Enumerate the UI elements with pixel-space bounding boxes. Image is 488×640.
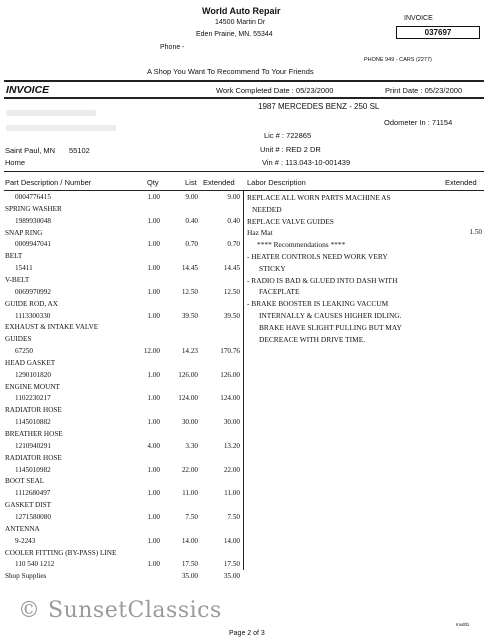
col-list: List — [185, 178, 197, 187]
part-list-price: 126.00 — [178, 370, 198, 379]
column-divider — [243, 190, 244, 570]
shop-phone-label: Phone - — [160, 44, 185, 51]
labor-line: - HEATER CONTROLS NEED WORK VERY — [247, 252, 388, 261]
part-description-cont: GUIDES — [5, 335, 32, 344]
part-qty: 12.00 — [143, 347, 160, 356]
part-list-price: 12.50 — [181, 287, 198, 296]
labor-line: FACEPLATE — [259, 287, 300, 297]
part-qty: 1.00 — [147, 560, 160, 569]
footer-corner-code: Invdtl1 — [456, 622, 470, 627]
col-labor-extended: Extended — [445, 178, 477, 187]
invoice-number: 037697 — [396, 26, 480, 39]
vehicle-odometer: Odometer In : 71154 — [384, 118, 453, 127]
part-description: Shop Supplies — [5, 572, 47, 581]
part-number: 0004776415 — [15, 193, 51, 201]
part-extended-price: 126.00 — [220, 370, 240, 379]
part-list-price: 3.30 — [185, 441, 198, 450]
part-qty: 1.00 — [147, 216, 160, 225]
part-number: 0069970992 — [15, 287, 51, 296]
part-number: 1113300330 — [15, 311, 51, 320]
customer-city-state: Saint Paul, MN — [5, 146, 56, 155]
labor-amount: 1.50 — [469, 228, 482, 237]
labor-line: BRAKE HAVE SLIGHT PULLING BUT MAY — [259, 322, 402, 332]
part-extended-price: 170.76 — [220, 347, 240, 356]
labor-line: NEEDED — [252, 204, 282, 214]
part-description: GUIDE ROD, AX — [5, 299, 58, 308]
part-number: 9-2243 — [15, 536, 36, 545]
part-number: 1271580080 — [15, 512, 51, 521]
part-list-price: 0.40 — [185, 216, 198, 225]
customer-phone-type: Home — [5, 158, 26, 167]
work-completed-date: Work Completed Date : 05/23/2000 — [216, 86, 334, 95]
labor-line: INTERNALLY & CAUSES HIGHER IDLING. — [259, 311, 402, 320]
shop-city: Eden Prairie, MN. 55344 — [196, 31, 273, 38]
part-number: 1290101820 — [15, 370, 51, 379]
part-list-price: 11.00 — [182, 489, 198, 498]
shop-name: World Auto Repair — [202, 6, 281, 16]
part-number: 110 540 1212 — [15, 560, 55, 569]
invoice-label: INVOICE — [404, 15, 433, 22]
shop-address: 14500 Martin Dr — [215, 19, 266, 26]
part-description: RADIATOR HOSE — [5, 453, 62, 462]
part-number: 1989930048 — [15, 216, 51, 225]
part-description: HEAD GASKET — [5, 358, 56, 367]
part-description: BREATHER HOSE — [5, 430, 63, 438]
part-list-price: 14.23 — [181, 347, 198, 356]
part-description: SPRING WASHER — [5, 204, 62, 213]
part-description: COOLER FITTING (BY-PASS) LINE — [5, 548, 117, 557]
part-qty: 1.00 — [147, 193, 160, 201]
vehicle-lic: Lic # : 722865 — [264, 131, 312, 140]
part-extended-price: 7.50 — [227, 512, 240, 521]
part-list-price: 22.00 — [181, 465, 198, 474]
header-top-rule — [4, 80, 484, 82]
part-qty: 1.00 — [147, 287, 160, 296]
print-date: Print Date : 05/23/2000 — [385, 86, 463, 95]
labor-line: - RADIO IS BAD & GLUED INTO DASH WITH — [247, 275, 398, 285]
part-description: BOOT SEAL — [5, 477, 45, 486]
invoice-title: INVOICE — [6, 84, 50, 96]
part-qty: 1.00 — [147, 489, 160, 498]
col-qty: Qty — [147, 178, 159, 187]
part-description: GASKET DIST — [5, 501, 51, 510]
part-qty: 1.00 — [147, 240, 160, 249]
part-qty: 1.00 — [147, 311, 160, 320]
part-extended-price: 0.70 — [227, 240, 240, 249]
part-list-price: 14.45 — [181, 264, 198, 273]
part-list-price: 7.50 — [185, 512, 198, 521]
part-list-price: 35.00 — [181, 572, 198, 581]
part-qty: 1.00 — [147, 370, 160, 379]
part-number: 1102230217 — [15, 394, 51, 403]
labor-line: REPLACE ALL WORN PARTS MACHINE AS — [247, 193, 391, 202]
part-qty: 1.00 — [147, 264, 160, 273]
part-qty: 1.00 — [147, 512, 160, 521]
part-description: V-BELT — [5, 275, 30, 284]
part-extended-price: 0.40 — [227, 216, 240, 225]
redacted-customer-address — [6, 125, 116, 131]
col-extended: Extended — [203, 178, 235, 187]
part-list-price: 124.00 — [178, 394, 198, 403]
part-number: 1210940291 — [15, 441, 51, 450]
shop-phone-right: PHONE 949 - CARS (2277) — [364, 57, 432, 63]
part-qty: 4.00 — [147, 441, 160, 450]
table-top-rule — [4, 171, 484, 172]
part-qty: 1.00 — [147, 465, 160, 474]
part-list-price: 9.00 — [185, 193, 198, 201]
vehicle-model: 1987 MERCEDES BENZ - 250 SL — [258, 102, 380, 111]
part-description: ANTENNA — [5, 524, 40, 533]
labor-line: - BRAKE BOOSTER IS LEAKING VACCUM — [247, 299, 389, 309]
header-bottom-rule — [4, 97, 484, 99]
part-extended-price: 39.50 — [223, 311, 240, 320]
part-extended-price: 13.20 — [223, 441, 240, 450]
part-description: EXHAUST & INTAKE VALVE — [5, 323, 99, 332]
part-extended-price: 14.45 — [223, 264, 240, 273]
part-extended-price: 22.00 — [223, 465, 240, 474]
table-header-rule — [4, 190, 484, 191]
part-extended-price: 14.00 — [223, 536, 240, 545]
redacted-customer-name — [6, 110, 96, 116]
labor-line: DECREACE WITH DRIVE TIME. — [259, 334, 366, 344]
watermark: © SunsetClassics — [18, 598, 222, 623]
part-description: BELT — [5, 252, 23, 261]
page-number: Page 2 of 3 — [229, 630, 265, 637]
part-extended-price: 30.00 — [223, 418, 240, 427]
part-list-price: 17.50 — [181, 560, 198, 569]
part-number: 0009947041 — [15, 240, 51, 249]
labor-line: **** Recommendations **** — [257, 240, 346, 250]
part-number: 67250 — [15, 347, 33, 356]
part-list-price: 0.70 — [185, 240, 198, 249]
part-number: 1145010982 — [15, 465, 51, 474]
part-extended-price: 35.00 — [223, 572, 240, 581]
part-description: SNAP RING — [5, 228, 43, 237]
part-number: 1145010882 — [15, 418, 51, 427]
col-labor-description: Labor Description — [247, 178, 306, 187]
col-part-description: Part Description / Number — [5, 178, 92, 187]
labor-line: STICKY — [259, 263, 286, 273]
part-number: 1112680497 — [15, 489, 51, 498]
part-extended-price: 124.00 — [220, 394, 240, 403]
labor-line: REPLACE VALVE GUIDES — [247, 216, 334, 226]
part-list-price: 14.00 — [181, 536, 198, 545]
part-qty: 1.00 — [147, 394, 160, 403]
part-qty: 1.00 — [147, 418, 160, 427]
part-extended-price: 9.00 — [227, 193, 240, 201]
part-description: ENGINE MOUNT — [5, 382, 60, 391]
part-extended-price: 12.50 — [223, 287, 240, 296]
shop-tagline: A Shop You Want To Recommend To Your Friends — [147, 67, 314, 76]
vehicle-vin: Vin # : 113.043-10-001439 — [262, 158, 351, 167]
vehicle-unit: Unit # : RED 2 DR — [260, 145, 321, 154]
part-extended-price: 17.50 — [223, 560, 240, 569]
part-list-price: 39.50 — [181, 311, 198, 320]
part-extended-price: 11.00 — [224, 489, 240, 498]
customer-zip: 55102 — [69, 146, 90, 155]
part-description: RADIATOR HOSE — [5, 406, 62, 415]
part-number: 15411 — [15, 264, 33, 273]
part-qty: 1.00 — [147, 536, 160, 545]
part-list-price: 30.00 — [181, 418, 198, 427]
labor-line: Haz Mat — [247, 228, 273, 238]
